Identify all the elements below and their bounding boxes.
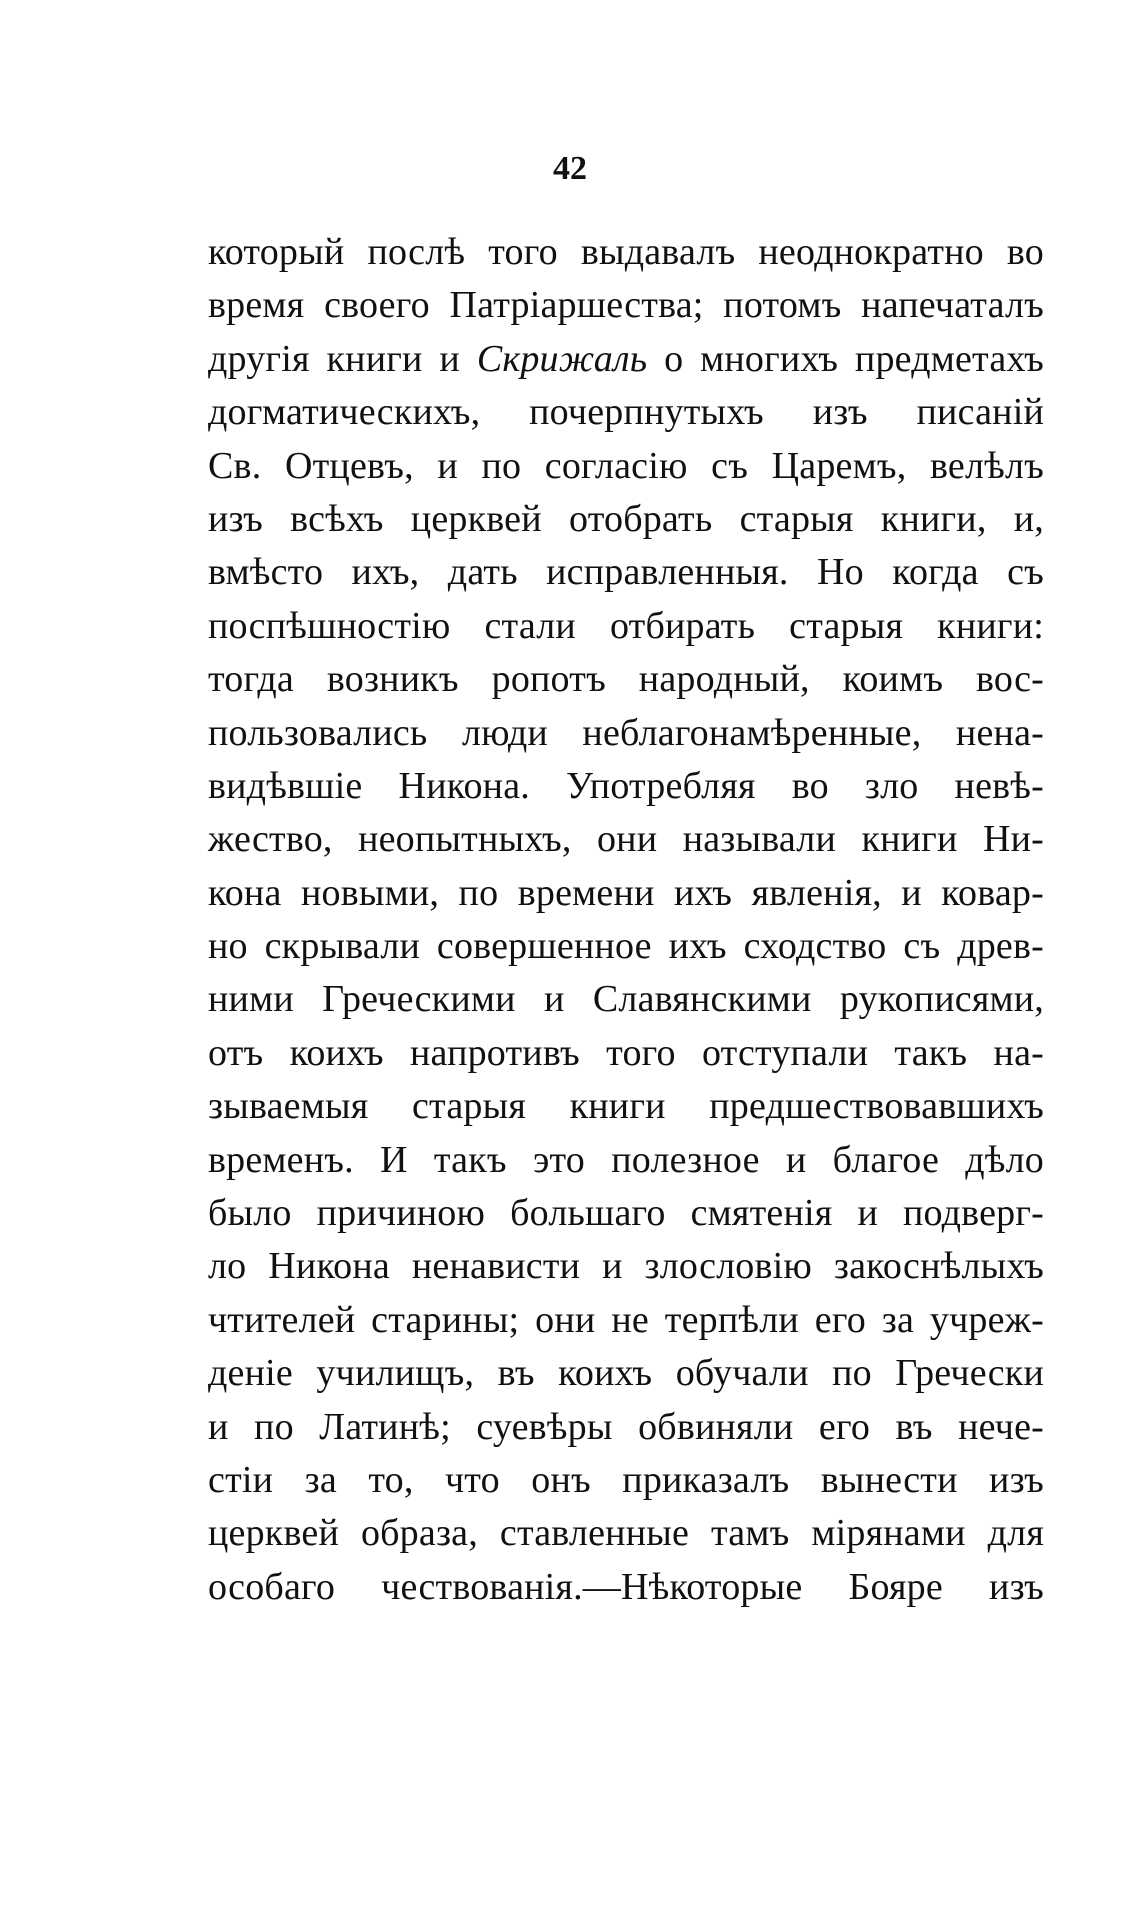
text-segment: ними Греческими и Славянскими рукописями, bbox=[208, 978, 1044, 1021]
text-line bbox=[208, 707, 1044, 760]
text-segment: особаго чествованія.—Нѣкоторые Бояре изъ bbox=[208, 1565, 1044, 1608]
text-line bbox=[208, 546, 1044, 599]
text-segment: стіи за то, что онъ приказалъ вынести изъ bbox=[208, 1458, 1044, 1501]
text-line bbox=[208, 760, 1044, 813]
text-segment: отъ коихъ напротивъ того отступали такъ на- bbox=[208, 1031, 1044, 1074]
page-text bbox=[208, 226, 1044, 1614]
text-line bbox=[208, 867, 1044, 920]
text-segment: деніе училищъ, въ коихъ обучали по Гречески bbox=[208, 1352, 1044, 1395]
text-line bbox=[208, 1401, 1044, 1454]
text-line bbox=[208, 1454, 1044, 1507]
text-segment: чтителей старины; они не терпѣли его за учреж- bbox=[208, 1298, 1044, 1341]
text-segment: церквей образа, ставленные тамъ мірянами для bbox=[208, 1512, 1044, 1555]
text-segment: жество, неопытныхъ, они называли книги Ни- bbox=[208, 818, 1044, 861]
text-line bbox=[208, 813, 1044, 866]
italic-title: Скрижаль bbox=[476, 337, 648, 380]
text-line bbox=[208, 1294, 1044, 1347]
text-line bbox=[208, 1240, 1044, 1293]
text-line bbox=[208, 1080, 1044, 1133]
text-segment: вмѣсто ихъ, дать исправленныя. Но когда съ bbox=[208, 551, 1044, 594]
text-line bbox=[208, 1561, 1044, 1614]
text-line bbox=[208, 1507, 1044, 1560]
text-segment: тогда возникъ ропотъ народный, коимъ вос- bbox=[208, 658, 1044, 701]
text-segment: время своего Патріаршества; потомъ напечаталъ bbox=[208, 284, 1044, 327]
text-line bbox=[208, 440, 1044, 493]
text-line bbox=[208, 386, 1044, 439]
text-segment: зываемыя старыя книги предшествовавшихъ bbox=[208, 1085, 1044, 1128]
page-number: 42 bbox=[553, 150, 587, 187]
text-line bbox=[208, 279, 1044, 332]
text-line bbox=[208, 973, 1044, 1026]
text-segment: и по Латинѣ; суевѣры обвиняли его въ нече- bbox=[208, 1405, 1044, 1448]
text-line bbox=[208, 333, 1044, 386]
text-line bbox=[208, 920, 1044, 973]
text-line bbox=[208, 600, 1044, 653]
text-segment: другія книги и bbox=[208, 337, 477, 380]
text-line bbox=[208, 1027, 1044, 1080]
text-segment: поспѣшностію стали отбирать старыя книги: bbox=[208, 604, 1044, 647]
text-segment: временъ. И такъ это полезное и благое дѣло bbox=[208, 1138, 1044, 1181]
text-segment: о многихъ предметахъ bbox=[647, 337, 1044, 380]
text-segment: который послѣ того выдавалъ неоднократно во bbox=[208, 231, 1044, 273]
text-segment: изъ всѣхъ церквей отобрать старыя книги, и, bbox=[208, 497, 1044, 540]
text-line bbox=[208, 226, 1044, 279]
text-segment: догматическихъ, почерпнутыхъ изъ писаній bbox=[208, 391, 1044, 434]
text-line bbox=[208, 493, 1044, 546]
text-segment: видѣвшіе Никона. Употребляя во зло невѣ- bbox=[208, 764, 1044, 807]
text-segment: ло Никона ненависти и злословію закоснѣлыхъ bbox=[208, 1245, 1044, 1288]
text-line bbox=[208, 1347, 1044, 1400]
text-line bbox=[208, 1187, 1044, 1240]
text-segment: пользовались люди неблагонамѣренные, нена- bbox=[208, 711, 1044, 754]
text-segment: Св. Отцевъ, и по согласію съ Царемъ, велѣлъ bbox=[208, 444, 1044, 487]
text-segment: было причиною большаго смятенія и подверг- bbox=[208, 1192, 1044, 1235]
text-segment: кона новыми, по времени ихъ явленія, и ковар- bbox=[208, 871, 1044, 914]
text-line bbox=[208, 1134, 1044, 1187]
text-segment: но скрывали совершенное ихъ сходство съ древ- bbox=[208, 925, 1044, 968]
text-line bbox=[208, 653, 1044, 706]
